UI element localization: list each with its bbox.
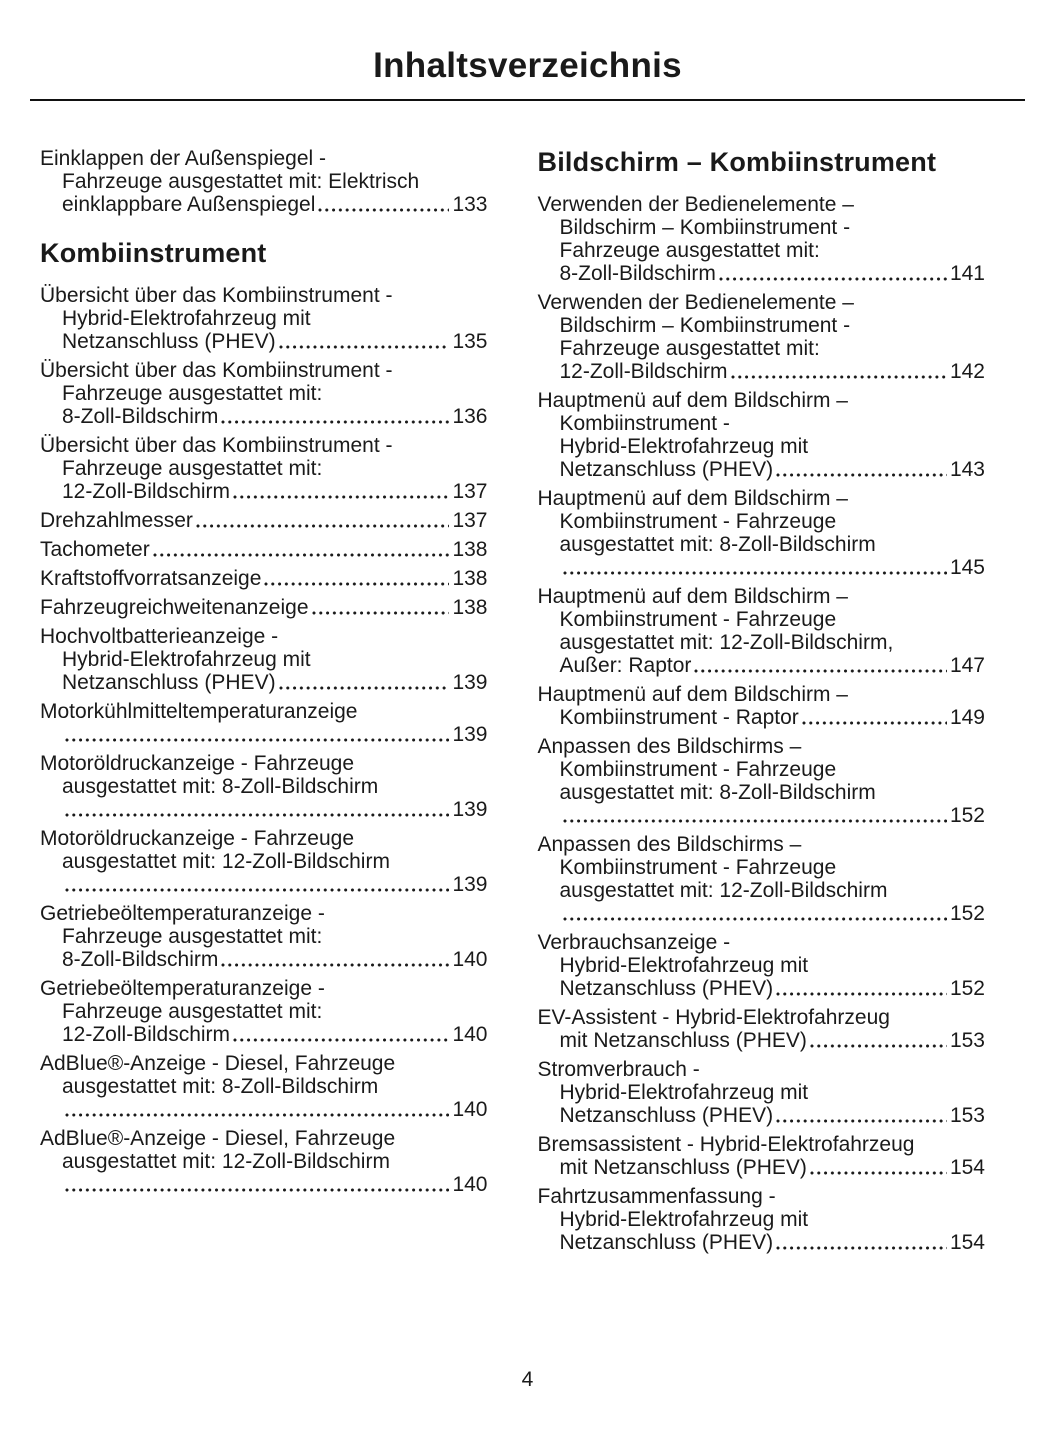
toc-entry-text-line: Fahrzeuge ausgestattet mit: — [62, 457, 323, 480]
toc-entry-text-line: Kraftstoffvorratsanzeige — [40, 567, 262, 590]
toc-entry-page-number: 139 — [452, 798, 488, 821]
toc-entry[interactable] — [538, 1006, 986, 1052]
toc-entry-last-line — [40, 873, 488, 896]
toc-entry-text-line: mit Netzanschluss (PHEV) — [559, 1029, 807, 1052]
toc-entry-text-line: Außer: Raptor — [559, 654, 692, 677]
toc-entry-text-line: Anpassen des Bildschirms – — [537, 735, 802, 758]
toc-entry-last-line — [40, 723, 488, 746]
toc-entry-text-line: Verwenden der Bedienelemente – — [537, 193, 854, 216]
toc-entry[interactable] — [538, 487, 986, 579]
toc-entry-text-line: ausgestattet mit: 12-Zoll-Bildschirm — [559, 879, 888, 902]
toc-entry-text-line: Anpassen des Bildschirms – — [537, 833, 802, 856]
leader-dots — [776, 992, 947, 996]
toc-entry[interactable] — [40, 284, 488, 353]
toc-entry-last-line — [40, 948, 488, 971]
toc-entry-text-line: Tachometer — [40, 538, 150, 561]
toc-entry-last-line — [538, 458, 986, 481]
toc-entry-page-number: 138 — [452, 596, 488, 619]
toc-entry-text-line: Hybrid-Elektrofahrzeug mit — [62, 307, 311, 330]
leader-dots — [776, 473, 947, 477]
toc-entry[interactable] — [538, 931, 986, 1000]
toc-entry[interactable] — [40, 434, 488, 503]
toc-entry-page-number: 140 — [452, 1023, 488, 1046]
toc-entry-last-line — [40, 1023, 488, 1046]
toc-entry-text-line: Getriebeöltemperaturanzeige - — [40, 977, 325, 1000]
toc-entry-text-line: Hauptmenü auf dem Bildschirm – — [537, 585, 848, 608]
toc-entry[interactable] — [538, 585, 986, 677]
toc-entry-page-number: 136 — [452, 405, 488, 428]
toc-entry-last-line — [538, 556, 986, 579]
toc-entry-page-number: 139 — [452, 723, 488, 746]
toc-entry-text-line: 8-Zoll-Bildschirm — [559, 262, 716, 285]
toc-entry-text-line: Fahrzeuge ausgestattet mit: — [62, 382, 323, 405]
leader-dots — [221, 963, 449, 967]
toc-entry[interactable] — [40, 625, 488, 694]
toc-entry-text-line: Hauptmenü auf dem Bildschirm – — [537, 487, 848, 510]
toc-entry-last-line — [40, 567, 488, 590]
toc-entry[interactable] — [538, 735, 986, 827]
toc-entry-page-number: 137 — [452, 480, 488, 503]
toc-entry-page-number: 154 — [949, 1156, 985, 1179]
leader-dots — [264, 582, 449, 586]
toc-entry[interactable] — [538, 1058, 986, 1127]
leader-dots — [65, 1188, 449, 1192]
toc-entry[interactable] — [40, 1052, 488, 1121]
toc-entry-page-number: 152 — [949, 804, 985, 827]
section-heading: Kombiinstrument — [40, 238, 267, 268]
toc-entry-text-line: 8-Zoll-Bildschirm — [62, 948, 219, 971]
leader-dots — [233, 1038, 449, 1042]
toc-entry-text-line: Bremsassistent - Hybrid-Elektrofahrzeug — [537, 1133, 915, 1156]
toc-entry-text-line: Bildschirm – Kombiinstrument - — [559, 314, 851, 337]
toc-entry[interactable] — [40, 1127, 488, 1196]
toc-entry[interactable] — [40, 902, 488, 971]
toc-entry-text-line: mit Netzanschluss (PHEV) — [559, 1156, 807, 1179]
toc-entry[interactable] — [538, 1185, 986, 1254]
toc-entry-text-line: Getriebeöltemperaturanzeige - — [40, 902, 325, 925]
toc-entry-last-line — [538, 804, 986, 827]
toc-entry-text-line: Kombiinstrument - Fahrzeuge — [559, 510, 837, 533]
toc-entry-text-line: Kombiinstrument - Raptor — [559, 706, 799, 729]
toc-entry-last-line — [40, 330, 488, 353]
toc-entry-last-line — [538, 1156, 986, 1179]
toc-entry[interactable] — [40, 752, 488, 821]
toc-entry-text-line: Hybrid-Elektrofahrzeug mit — [559, 435, 809, 458]
page-title: Inhaltsverzeichnis — [373, 46, 682, 85]
toc-entry-text-line: Fahrzeuge ausgestattet mit: — [62, 1000, 323, 1023]
toc-entry-last-line — [40, 798, 488, 821]
section-heading: Bildschirm – Kombiinstrument — [537, 147, 937, 177]
toc-columns — [0, 101, 1055, 1260]
leader-dots — [312, 611, 450, 615]
toc-entry-text-line: Fahrtzusammenfassung - — [537, 1185, 776, 1208]
toc-entry-page-number: 138 — [452, 538, 488, 561]
leader-dots — [196, 524, 450, 528]
toc-entry-text-line: Fahrzeuge ausgestattet mit: — [559, 337, 820, 360]
toc-entry-page-number: 139 — [452, 671, 488, 694]
toc-entry-text-line: AdBlue®-Anzeige - Diesel, Fahrzeuge — [40, 1127, 396, 1150]
toc-entry-page-number: 145 — [949, 556, 985, 579]
toc-entry-text-line: Kombiinstrument - Fahrzeuge — [559, 608, 837, 631]
toc-entry-text-line: ausgestattet mit: 8-Zoll-Bildschirm — [62, 1075, 379, 1098]
toc-entry-last-line — [40, 405, 488, 428]
leader-dots — [279, 686, 450, 690]
toc-entry[interactable] — [538, 389, 986, 481]
toc-entry-text-line: Kombiinstrument - Fahrzeuge — [559, 856, 837, 879]
toc-entry-page-number: 137 — [452, 509, 488, 532]
toc-entry[interactable] — [40, 827, 488, 896]
toc-entry[interactable] — [40, 700, 488, 746]
toc-entry-text-line: Motoröldruckanzeige - Fahrzeuge — [40, 827, 354, 850]
toc-entry-text-line: Bildschirm – Kombiinstrument - — [559, 216, 851, 239]
toc-entry-text-line: Fahrzeuge ausgestattet mit: Elektrisch — [62, 170, 420, 193]
toc-entry-last-line — [538, 902, 986, 925]
toc-entry[interactable] — [538, 833, 986, 925]
leader-dots — [279, 345, 450, 349]
toc-entry-text-line: 12-Zoll-Bildschirm — [62, 480, 231, 503]
toc-entry-page-number: 153 — [949, 1104, 985, 1127]
toc-entry-text-line: ausgestattet mit: 8-Zoll-Bildschirm — [559, 533, 876, 556]
toc-entry[interactable] — [538, 1133, 986, 1179]
toc-entry-text-line: Hybrid-Elektrofahrzeug mit — [559, 1081, 809, 1104]
leader-dots — [810, 1044, 947, 1048]
toc-entry-text-line: AdBlue®-Anzeige - Diesel, Fahrzeuge — [40, 1052, 396, 1075]
leader-dots — [153, 553, 450, 557]
leader-dots — [233, 495, 449, 499]
leader-dots — [563, 917, 947, 921]
toc-entry-text-line: Hochvoltbatterieanzeige - — [40, 625, 279, 648]
toc-entry-page-number: 139 — [452, 873, 488, 896]
leader-dots — [694, 669, 947, 673]
toc-entry-text-line: Netzanschluss (PHEV) — [559, 1104, 774, 1127]
toc-entry-text-line: Netzanschluss (PHEV) — [62, 330, 276, 353]
toc-entry-text-line: ausgestattet mit: 12-Zoll-Bildschirm, — [559, 631, 894, 654]
toc-entry-last-line — [538, 262, 986, 285]
toc-entry[interactable] — [40, 147, 488, 216]
toc-entry-page-number: 152 — [949, 977, 985, 1000]
leader-dots — [563, 819, 947, 823]
toc-entry-text-line: Hauptmenü auf dem Bildschirm – — [537, 389, 848, 412]
toc-entry[interactable] — [40, 596, 488, 619]
toc-entry-page-number: 135 — [452, 330, 488, 353]
toc-entry-page-number: 143 — [949, 458, 985, 481]
toc-entry-last-line — [40, 509, 488, 532]
toc-entry-page-number: 140 — [452, 948, 488, 971]
toc-entry-text-line: Motoröldruckanzeige - Fahrzeuge — [40, 752, 354, 775]
toc-entry-text-line: Fahrzeuge ausgestattet mit: — [559, 239, 820, 262]
toc-column-right — [538, 147, 986, 1260]
toc-entry-text-line: Netzanschluss (PHEV) — [559, 1231, 774, 1254]
toc-entry-text-line: Motorkühlmitteltemperaturanzeige — [40, 700, 358, 723]
toc-entry[interactable] — [40, 359, 488, 428]
toc-entry-last-line — [538, 1104, 986, 1127]
leader-dots — [563, 571, 947, 575]
toc-entry-text-line: ausgestattet mit: 12-Zoll-Bildschirm — [62, 1150, 390, 1173]
toc-entry[interactable] — [538, 683, 986, 729]
leader-dots — [719, 277, 947, 281]
toc-entry-last-line — [538, 360, 986, 383]
toc-entry-page-number: 140 — [452, 1173, 488, 1196]
toc-entry-page-number: 133 — [452, 193, 488, 216]
toc-entry-last-line — [538, 1029, 986, 1052]
page-header — [0, 0, 1055, 86]
toc-entry-text-line: Hybrid-Elektrofahrzeug mit — [559, 1208, 809, 1231]
toc-entry-text-line: Kombiinstrument - Fahrzeuge — [559, 758, 837, 781]
leader-dots — [65, 738, 449, 742]
toc-entry-text-line: Netzanschluss (PHEV) — [559, 977, 774, 1000]
leader-dots — [802, 721, 947, 725]
toc-entry-text-line: Drehzahlmesser — [40, 509, 193, 532]
page-number: 4 — [521, 1368, 534, 1391]
toc-column-left — [40, 147, 488, 1260]
toc-entry-last-line — [40, 193, 488, 216]
toc-entry-text-line: Hauptmenü auf dem Bildschirm – — [537, 683, 848, 706]
toc-entry-text-line: Verwenden der Bedienelemente – — [537, 291, 854, 314]
toc-entry-text-line: Hybrid-Elektrofahrzeug mit — [559, 954, 809, 977]
leader-dots — [776, 1119, 947, 1123]
toc-entry-text-line: Stromverbrauch - — [537, 1058, 700, 1081]
toc-entry-text-line: ausgestattet mit: 8-Zoll-Bildschirm — [559, 781, 876, 804]
toc-entry-last-line — [538, 654, 986, 677]
toc-entry-last-line — [40, 671, 488, 694]
toc-entry-text-line: 12-Zoll-Bildschirm — [62, 1023, 231, 1046]
toc-entry-page-number: 140 — [452, 1098, 488, 1121]
toc-entry-text-line: Übersicht über das Kombiinstrument - — [40, 359, 393, 382]
toc-entry[interactable] — [40, 567, 488, 590]
toc-entry-text-line: Übersicht über das Kombiinstrument - — [40, 284, 393, 307]
toc-entry-page-number: 147 — [949, 654, 985, 677]
toc-entry-page-number: 153 — [949, 1029, 985, 1052]
toc-entry-page-number: 142 — [949, 360, 985, 383]
toc-entry-page-number: 152 — [949, 902, 985, 925]
toc-entry[interactable] — [538, 291, 986, 383]
toc-entry[interactable] — [40, 538, 488, 561]
toc-entry-text-line: Netzanschluss (PHEV) — [62, 671, 276, 694]
leader-dots — [65, 813, 449, 817]
leader-dots — [810, 1171, 947, 1175]
leader-dots — [776, 1246, 947, 1250]
toc-entry-last-line — [538, 977, 986, 1000]
page-footer — [0, 1368, 1055, 1391]
leader-dots — [318, 208, 449, 212]
toc-entry-last-line — [40, 596, 488, 619]
leader-dots — [65, 1113, 449, 1117]
toc-entry-last-line — [40, 538, 488, 561]
leader-dots — [731, 375, 947, 379]
toc-entry-text-line: 12-Zoll-Bildschirm — [559, 360, 728, 383]
toc-entry-text-line: einklappbare Außenspiegel — [62, 193, 316, 216]
toc-entry-last-line — [40, 1173, 488, 1196]
toc-entry-text-line: Einklappen der Außenspiegel - — [40, 147, 327, 170]
toc-entry[interactable] — [538, 193, 986, 285]
toc-entry-page-number: 141 — [949, 262, 985, 285]
toc-entry[interactable] — [40, 509, 488, 532]
leader-dots — [221, 420, 449, 424]
toc-entry-text-line: Netzanschluss (PHEV) — [559, 458, 774, 481]
toc-entry-last-line — [40, 480, 488, 503]
toc-entry-text-line: Kombiinstrument - — [559, 412, 730, 435]
toc-entry-text-line: EV-Assistent - Hybrid-Elektrofahrzeug — [537, 1006, 890, 1029]
toc-entry-text-line: ausgestattet mit: 12-Zoll-Bildschirm — [62, 850, 390, 873]
toc-entry-page-number: 149 — [949, 706, 985, 729]
toc-entry-text-line: Fahrzeugreichweitenanzeige — [40, 596, 309, 619]
leader-dots — [65, 888, 449, 892]
toc-entry[interactable] — [40, 977, 488, 1046]
toc-entry-last-line — [40, 1098, 488, 1121]
toc-entry-last-line — [538, 1231, 986, 1254]
toc-entry-page-number: 154 — [949, 1231, 985, 1254]
toc-entry-last-line — [538, 706, 986, 729]
toc-entry-text-line: Hybrid-Elektrofahrzeug mit — [62, 648, 311, 671]
toc-entry-page-number: 138 — [452, 567, 488, 590]
toc-entry-text-line: Verbrauchsanzeige - — [537, 931, 731, 954]
toc-entry-text-line: Fahrzeuge ausgestattet mit: — [62, 925, 323, 948]
toc-entry-text-line: ausgestattet mit: 8-Zoll-Bildschirm — [62, 775, 379, 798]
toc-entry-text-line: Übersicht über das Kombiinstrument - — [40, 434, 393, 457]
toc-entry-text-line: 8-Zoll-Bildschirm — [62, 405, 219, 428]
